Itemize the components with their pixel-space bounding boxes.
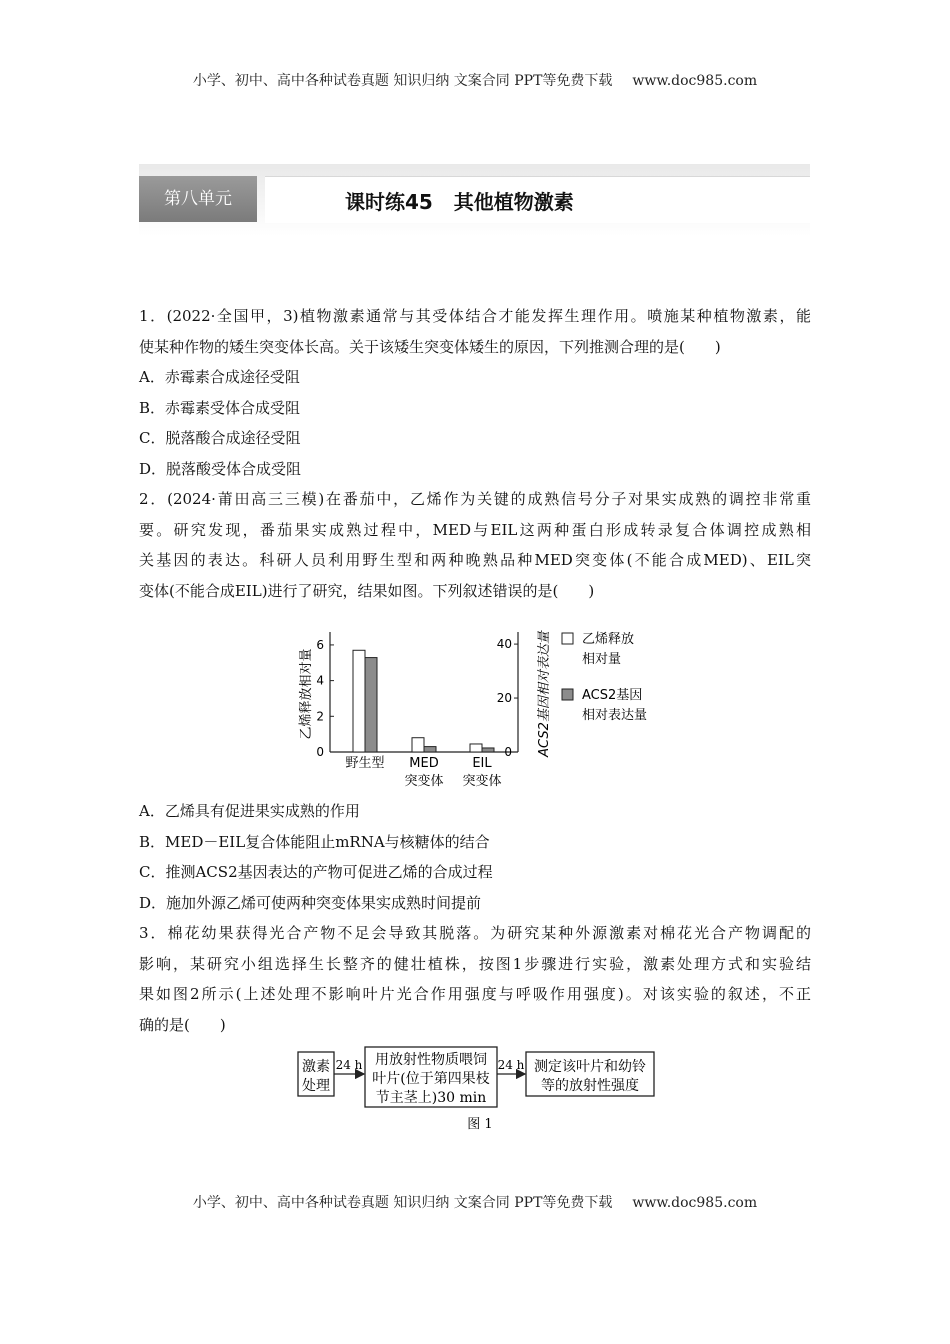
q3-stem-line: 果如图2所示(上述处理不影响叶片光合作用强度与呼吸作用强度)。对该实验的叙述，不正 [139,985,811,1003]
q2-stem-line: 要。研究发现，番茄果实成熟过程中，MED与EIL这两种蛋白形成转录复合体调控成熟相 [139,520,811,539]
figure-caption: 图 1 [467,1117,493,1132]
right-tick-label: 0 [504,745,512,759]
q1-option-a: A．赤霉素合成途径受阻 [139,368,300,386]
flow-diagram [296,1046,658,1138]
header-url: www.doc985.com [632,73,758,89]
right-tick-label: 40 [496,637,512,652]
q1-option-b: B．赤霉素受体合成受阻 [139,398,301,417]
question-2-options [139,796,811,1040]
q1-stem-line: 1．(2022·全国甲，3)植物激素通常与其受体结合才能发挥生理作用。喷施某种植物激素，能 [139,307,811,325]
unit-banner [139,164,810,236]
q3-stem-line: 确的是( ) [139,1015,226,1034]
lesson-title: 课时练45 其他植物激素 [345,190,574,214]
flow-box3-line: 等的放射性强度 [541,1078,639,1094]
bar-acs2 [365,658,377,752]
q1-option-d: D．脱落酸受体合成受阻 [139,459,302,478]
category-label: MED [409,756,439,771]
right-axis-label: ACS2基因相对表达量 [537,631,552,757]
q3-stem-line: 影响，某研究小组选择生长整齐的健壮植株，按图1步骤进行实验，激素处理方式和实验结 [139,954,811,973]
q2-option-b: B．MED－EIL复合体能阻止mRNA与核糖体的结合 [139,832,490,851]
bar-chart [296,618,666,790]
q1-stem-line: 使某种作物的矮生突变体长高。关于该矮生突变体矮生的原因，下列推测合理的是( ) [139,337,721,356]
category-label: 突变体 [462,774,502,789]
page-footer [0,1192,950,1212]
q2-stem-line: 变体(不能合成EIL)进行了研究，结果如图。下列叙述错误的是( ) [139,581,595,600]
bar-ethylene [412,738,424,752]
flow-arrow-label: 24 h [497,1058,525,1072]
q3-stem-line: 3．棉花幼果获得光合产物不足会导致其脱落。为研究某种外源激素对棉花光合产物调配的 [139,924,811,942]
question-1 [139,301,811,606]
left-tick-label: 2 [316,709,324,724]
q1-option-c: C．脱落酸合成途径受阻 [139,429,301,447]
flow-box1-line: 处理 [302,1078,330,1094]
left-tick-label: 6 [316,637,324,652]
legend-swatch [562,633,573,644]
bar-ethylene [353,650,365,752]
category-label: 野生型 [345,756,385,771]
bar-acs2 [424,747,436,752]
right-tick-label: 20 [496,691,512,706]
category-label: 突变体 [404,774,444,789]
flow-box1-line: 激素 [302,1059,330,1075]
left-tick-label: 4 [316,673,324,688]
header-text: 小学、初中、高中各种试卷真题 知识归纳 文案合同 PPT等免费下载 [192,73,613,89]
q2-option-c: C．推测ACS2基因表达的产物可促进乙烯的合成过程 [139,863,493,881]
flow-box2-line: 节主茎上)30 min [375,1090,487,1106]
footer-url: www.doc985.com [632,1195,758,1211]
flow-box2-line: 用放射性物质喂饲 [375,1052,487,1068]
flow-box3-line: 测定该叶片和幼铃 [534,1059,646,1075]
footer-text: 小学、初中、高中各种试卷真题 知识归纳 文案合同 PPT等免费下载 [192,1195,613,1211]
legend-label: 乙烯释放 [582,632,635,647]
legend-label: ACS2基因 [582,688,643,703]
flow-box2-line: 叶片(位于第四果枝 [372,1071,490,1087]
q2-option-d: D．施加外源乙烯可使两种突变体果实成熟时间提前 [139,893,482,912]
bar-acs2 [482,748,494,752]
q2-stem-line: 关基因的表达。科研人员利用野生型和两种晚熟品种MED突变体(不能合成MED)、EIL突 [139,551,811,569]
unit-tag: 第八单元 [139,176,257,222]
legend-label: 相对量 [582,652,622,667]
flow-arrow-label: 24 h [335,1058,363,1072]
page-header [0,70,950,90]
category-label: EIL [472,756,492,771]
left-tick-label: 0 [316,745,324,759]
left-axis-label: 乙烯释放相对量 [299,648,314,740]
bar-ethylene [470,744,482,752]
q2-option-a: A．乙烯具有促进果实成熟的作用 [139,802,360,820]
legend-swatch [562,689,573,700]
q2-stem-line: 2．(2024·莆田高三三模)在番茄中，乙烯作为关键的成熟信号分子对果实成熟的调控非常重 [139,490,811,508]
legend-label: 相对表达量 [582,708,648,723]
